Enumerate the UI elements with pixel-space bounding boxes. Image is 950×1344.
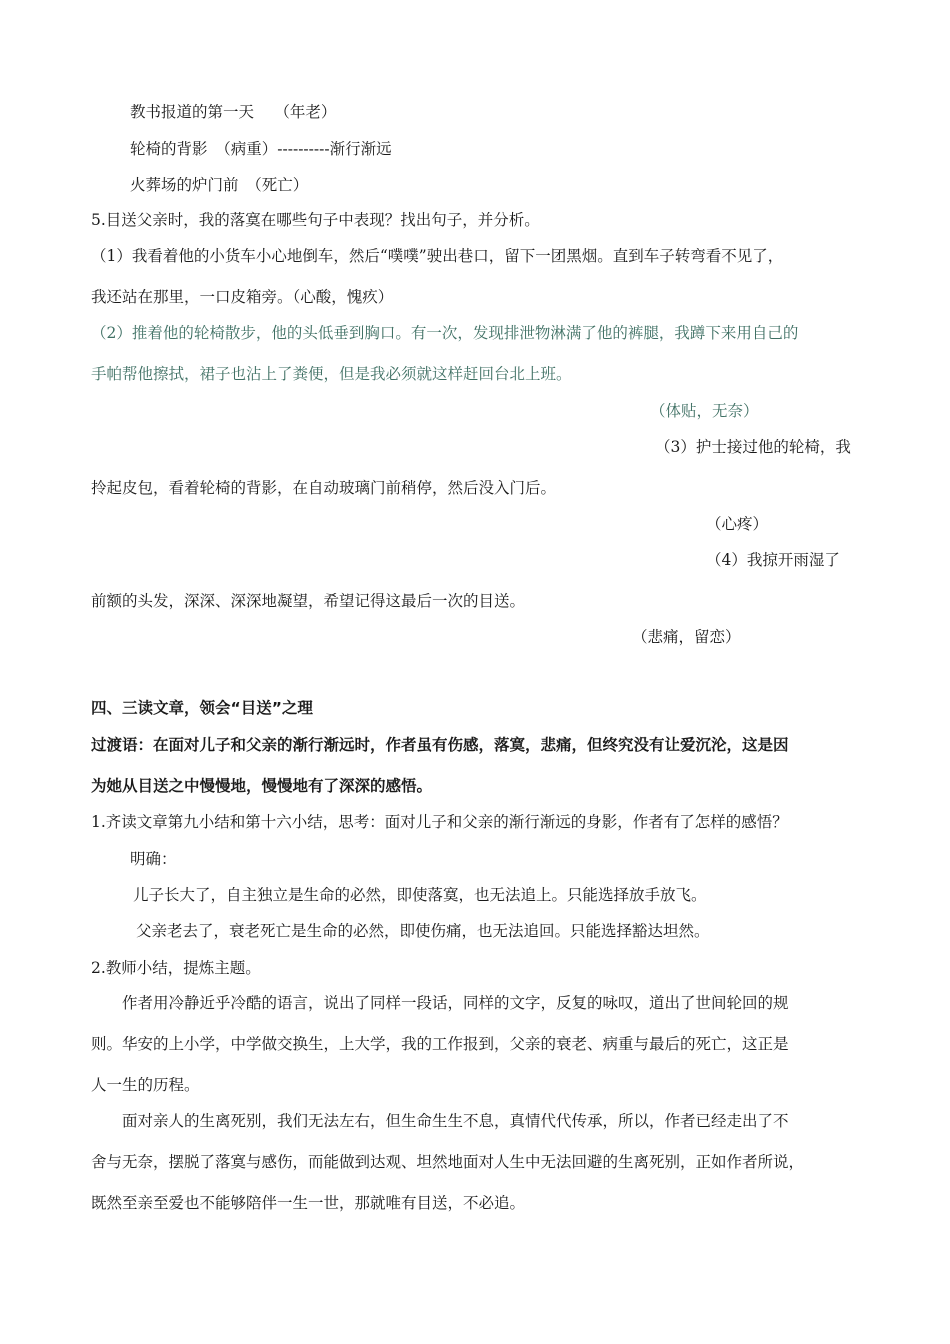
section4-question-2: 2.教师小结，提炼主题。: [91, 959, 261, 977]
summary-p1-line1: 作者用冷静近乎冷酷的语言，说出了同样一段话，同样的文字，反复的咏叹，道出了世间轮回的规: [122, 994, 789, 1012]
section4-question-1: 1.齐读文章第九小结和第十六小结，思考：面对儿子和父亲的渐行渐远的身影，作者有了怎样的感悟？: [91, 813, 788, 831]
q5-item2-line2: 手帕帮他擦拭，裙子也沾上了粪便，但是我必须就这样赶回台北上班。: [91, 365, 572, 383]
clarify-father: 父亲老去了，衰老死亡是生命的必然，即使伤痛，也无法追回。只能选择豁达坦然。: [136, 922, 710, 940]
section-4-heading: 四、三读文章，领会“目送”之理: [91, 699, 313, 717]
stage-first-day: 教书报道的第一天 （年老）: [130, 103, 337, 121]
q5-item1-line2: 我还站在那里，一口皮箱旁。（心酸，愧疚）: [91, 288, 394, 306]
q5-item4-note: （悲痛，留恋）: [632, 628, 741, 646]
summary-p1-line2: 则。华安的上小学，中学做交换生，上大学，我的工作报到，父亲的衰老、病重与最后的死亡，这正是: [91, 1035, 789, 1053]
clarify-son: 儿子长大了，自主独立是生命的必然，即使落寞，也无法追上。只能选择放手放飞。: [133, 886, 707, 904]
stage-crematorium: 火葬场的炉门前 （死亡）: [130, 176, 309, 194]
q5-item3-line1: （3）护士接过他的轮椅，我: [655, 438, 851, 456]
q5-item2-line1: （2）推着他的轮椅散步，他的头低垂到胸口。有一次，发现排泄物淋满了他的裤腿，我蹲下来用自己的: [91, 324, 799, 342]
q5-item4-line1: （4）我掠开雨湿了: [706, 551, 840, 569]
q5-item3-note: （心疼）: [706, 515, 769, 533]
q5-item3-line2: 拎起皮包，看着轮椅的背影，在自动玻璃门前稍停，然后没入门后。: [91, 479, 557, 497]
stage-wheelchair: 轮椅的背影 （病重）----------渐行渐远: [130, 140, 392, 158]
q5-item2-note: （体贴，无奈）: [650, 402, 759, 420]
transition-line2: 为她从目送之中慢慢地，慢慢地有了深深的感悟。: [91, 777, 433, 795]
summary-p1-line3: 人一生的历程。: [91, 1076, 200, 1094]
q5-item4-line2: 前额的头发，深深、深深地凝望，希望记得这最后一次的目送。: [91, 592, 526, 610]
summary-p2-line1: 面对亲人的生离死别，我们无法左右，但生命生生不息，真情代代传承，所以，作者已经走出了不: [122, 1112, 789, 1130]
summary-p2-line2: 舍与无奈，摆脱了落寞与感伤，而能做到达观、坦然地面对人生中无法回避的生离死别，正如作者所说，: [91, 1153, 805, 1171]
clarify-label: 明确：: [130, 850, 177, 868]
q5-item1-line1: （1）我看着他的小货车小心地倒车，然后“噗噗”驶出巷口，留下一团黑烟。直到车子转弯看不见了，: [91, 247, 784, 265]
summary-p2-line3: 既然至亲至爱也不能够陪伴一生一世，那就唯有目送，不必追。: [91, 1194, 526, 1212]
question-5-title: 5.目送父亲时，我的落寞在哪些句子中表现？找出句子，并分析。: [91, 211, 540, 229]
transition-line1: 过渡语：在面对儿子和父亲的渐行渐远时，作者虽有伤感，落寞，悲痛，但终究没有让爱沉沦，这是因: [91, 736, 789, 754]
